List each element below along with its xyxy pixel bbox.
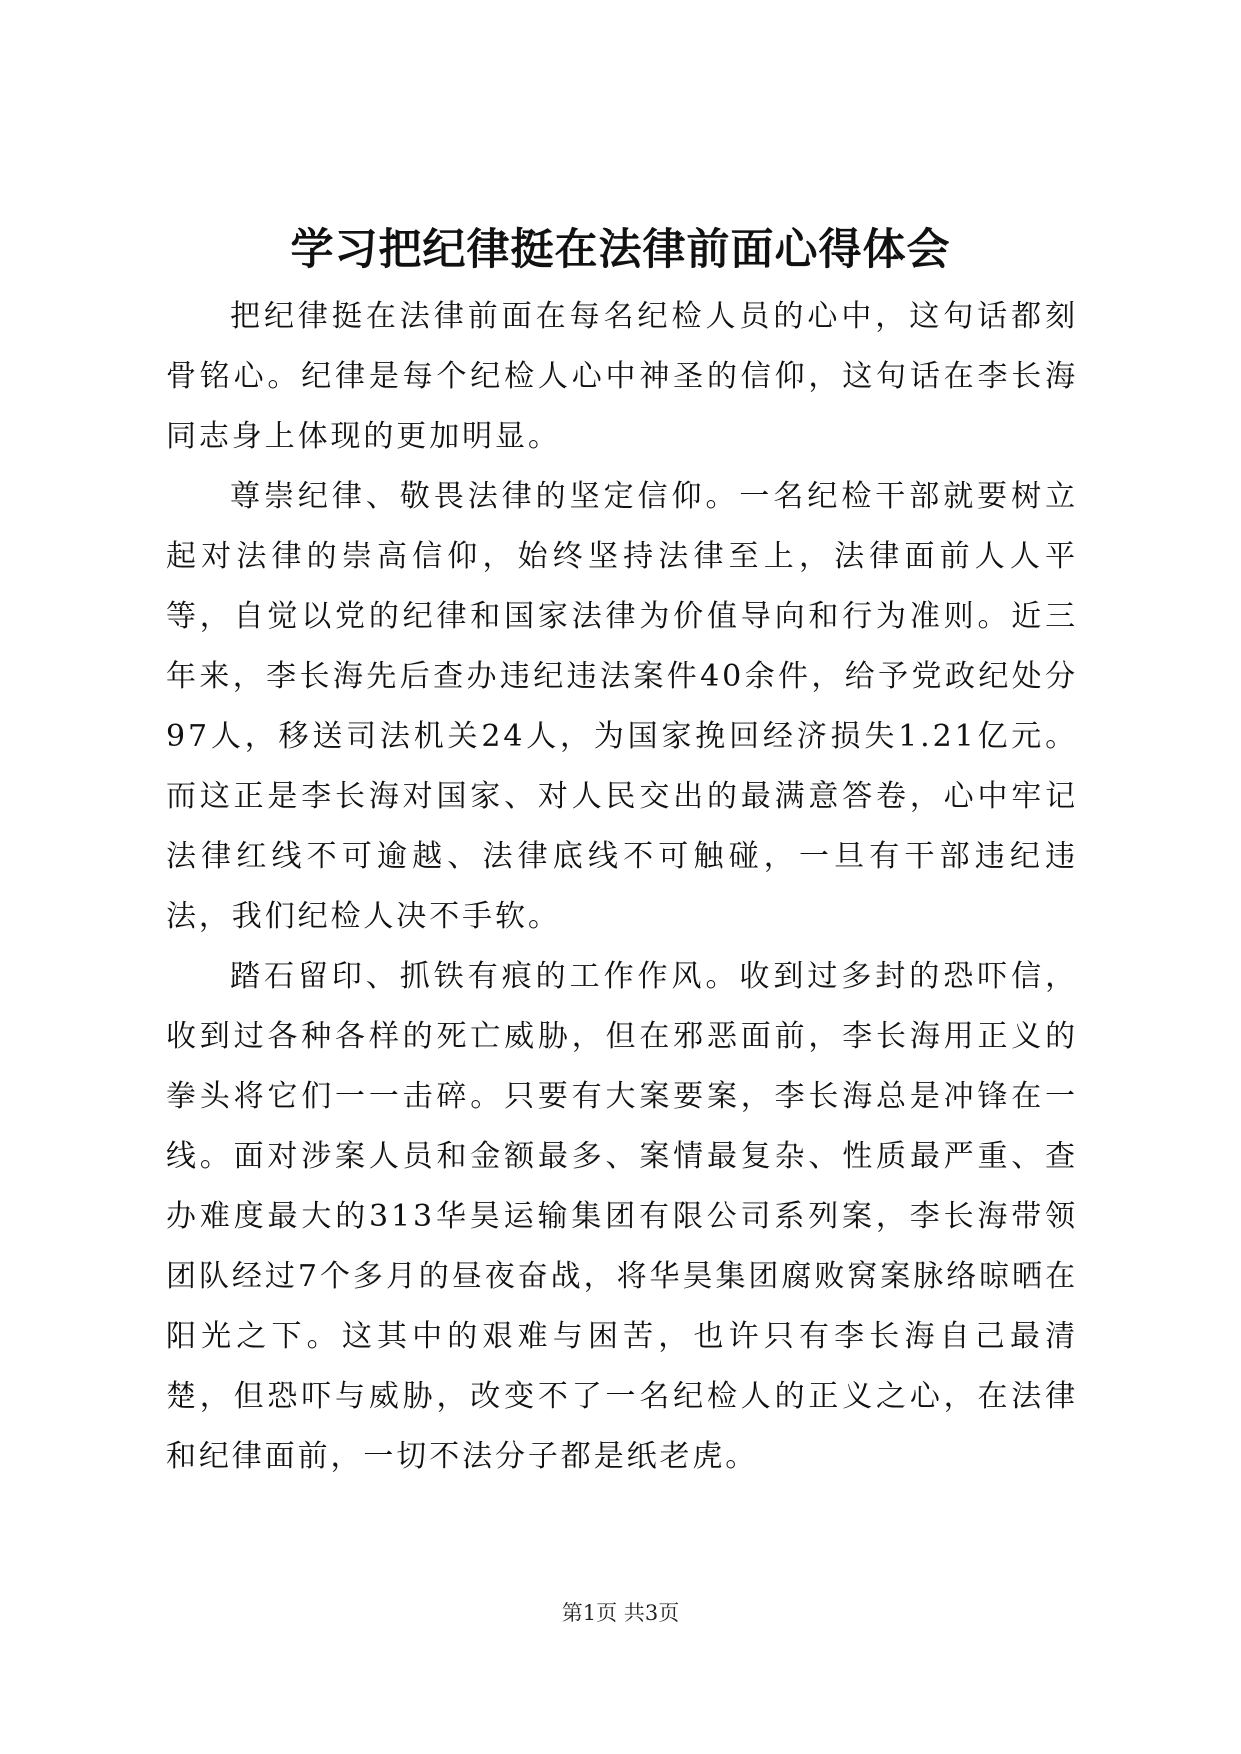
- paragraph-work-style: 踏石留印、抓铁有痕的工作作风。收到过多封的恐吓信，收到过各种各样的死亡威胁，但在邪恶面前，李长海用正义的拳头将它们一一击碎。只要有大案要案，李长海总是冲锋在一线。面对涉案人员和金额最多、案情最复杂、性质最严重、查办难度最大的313华昊运输集团有限公司系列案，李长海带领团队经过7个多月的昼夜奋战，将华昊集团腐败窝案脉络晾晒在阳光之下。这其中的艰难与困苦，也许只有李长海自己最清楚，但恐吓与威胁，改变不了一名纪检人的正义之心，在法律和纪律面前，一切不法分子都是纸老虎。: [166, 959, 1078, 1474]
- paragraph-intro: 把纪律挺在法律前面在每名纪检人员的心中，这句话都刻骨铭心。纪律是每个纪检人心中神圣的信仰，这句话在李长海同志身上体现的更加明显。: [166, 299, 1078, 454]
- document-title: 学习把纪律挺在法律前面心得体会: [290, 225, 951, 275]
- document-body: [166, 287, 1078, 1487]
- page-number-footer: 第1页 共3页: [561, 1601, 680, 1625]
- paragraph-faith: 尊崇纪律、敬畏法律的坚定信仰。一名纪检干部就要树立起对法律的崇高信仰，始终坚持法律至上，法律面前人人平等，自觉以党的纪律和国家法律为价值导向和行为准则。近三年来，李长海先后查办违纪违法案件40余件，给予党政纪处分97人，移送司法机关24人，为国家挽回经济损失1.21亿元。而这正是李长海对国家、对人民交出的最满意答卷，心中牢记法律红线不可逾越、法律底线不可触碰，一旦有干部违纪违法，我们纪检人决不手软。: [166, 479, 1078, 934]
